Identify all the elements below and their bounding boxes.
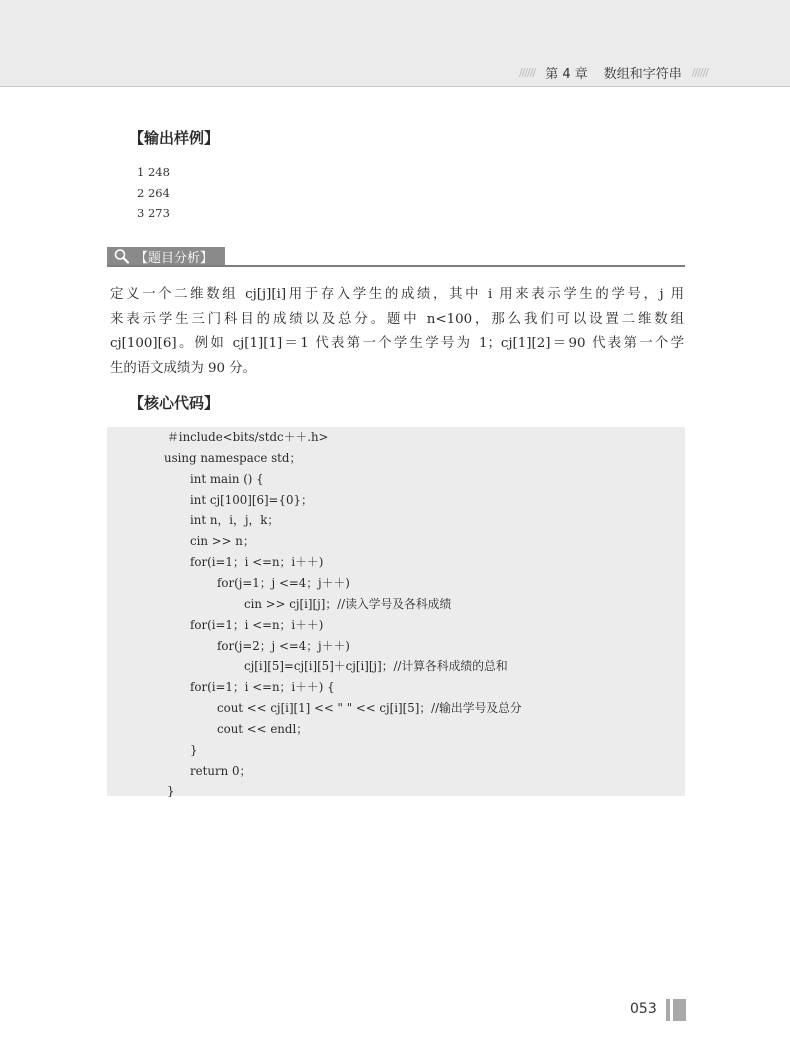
output-sample-heading: 【输出样例】 bbox=[129, 129, 220, 147]
code-line: using namespace std； bbox=[164, 450, 302, 465]
code-line: return 0； bbox=[190, 763, 252, 778]
code-line: for(j=2；j <=4；j＋＋) bbox=[217, 638, 350, 653]
code-line: ＃include<bits/stdc＋＋.h> bbox=[167, 430, 329, 444]
header-decoration-right: ////// bbox=[691, 65, 708, 79]
running-header bbox=[0, 0, 790, 87]
page-number: 053 bbox=[630, 1001, 657, 1017]
code-line: for(i=1；i <=n；i＋＋) { bbox=[190, 680, 335, 695]
code-line: for(j=1；j <=4；j＋＋) bbox=[217, 575, 350, 590]
code-line: for(i=1；i <=n；i＋＋) bbox=[190, 617, 324, 632]
analysis-line: 生的语文成绩为 90 分。 bbox=[110, 360, 257, 376]
page-number-marker bbox=[666, 999, 686, 1021]
code-block bbox=[107, 427, 685, 799]
analysis-line: 定义一个二维数组 cj[j][i]用于存入学生的成绩，其中 i 用来表示学生的学号，j 用 bbox=[110, 287, 684, 302]
code-line: cout << cj[i][1] << " " << cj[i][5]；//输出学号及总分 bbox=[217, 701, 522, 716]
code-line: cin >> cj[i][j]；//读入学号及各科成绩 bbox=[244, 596, 452, 611]
header-title: 数组和字符串 bbox=[603, 66, 682, 82]
core-code-heading: 【核心代码】 bbox=[129, 394, 220, 412]
code-line: cout << endl； bbox=[217, 721, 309, 736]
analysis-paragraph bbox=[110, 283, 684, 381]
header-decoration-left: ////// bbox=[518, 65, 536, 79]
analysis-heading: 【题目分析】 bbox=[135, 250, 214, 266]
header-chapter: 第 4 章 bbox=[545, 66, 588, 82]
analysis-section-bar bbox=[107, 247, 685, 267]
output-sample-line: 2 264 bbox=[137, 185, 170, 200]
analysis-line: cj[100][6]。例如 cj[1][1]＝1 代表第一个学生学号为 1；cj[1][2]＝90 代表第一个学 bbox=[110, 336, 684, 351]
code-line: } bbox=[167, 784, 175, 799]
code-line: cin >> n； bbox=[190, 534, 255, 549]
analysis-line: 来表示学生三门科目的成绩以及总分。题中 n<100，那么我们可以设置二维数组 bbox=[110, 311, 684, 327]
code-line: int n，i，j，k； bbox=[190, 513, 280, 528]
magnifier-icon bbox=[113, 248, 133, 264]
code-line: for(i=1；i <=n；i＋＋) bbox=[190, 555, 324, 570]
code-line: int cj[100][6]={0}； bbox=[190, 492, 313, 507]
output-sample-block bbox=[137, 162, 170, 224]
output-sample-line: 1 248 bbox=[137, 165, 170, 179]
output-sample-line: 3 273 bbox=[137, 206, 170, 220]
code-line: int main () { bbox=[190, 471, 264, 486]
code-line: cj[i][5]=cj[i][5]＋cj[i][j]；//计算各科成绩的总和 bbox=[244, 659, 508, 674]
code-line: } bbox=[190, 742, 198, 757]
analysis-heading-tab bbox=[107, 247, 225, 265]
